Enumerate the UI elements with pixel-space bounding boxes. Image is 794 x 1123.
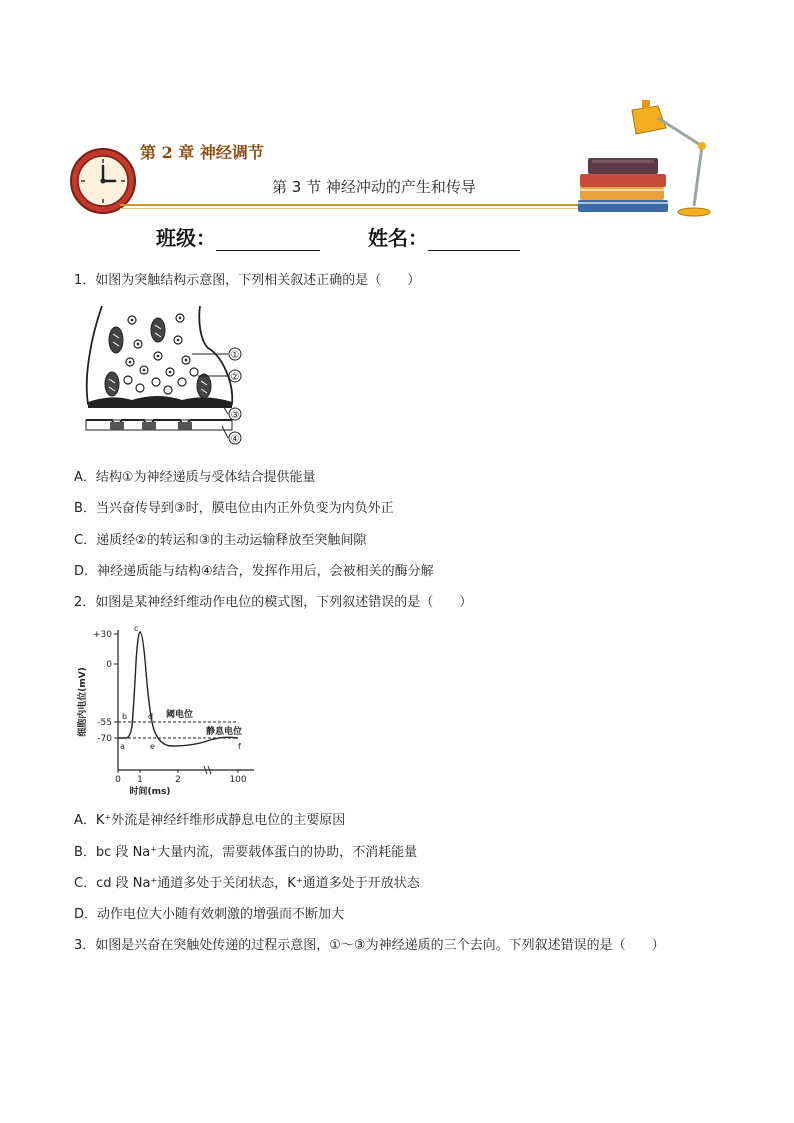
chapter-title: 第 2 章 神经调节: [140, 143, 264, 162]
class-field: [156, 222, 320, 251]
question-1-option-b[interactable]: B．当兴奋传导到③时，膜电位由内正外负变为内负外正: [74, 501, 394, 516]
question-2-option-c[interactable]: C．cd 段 Na⁺通道多处于关闭状态，K⁺通道多处于开放状态: [74, 876, 420, 891]
synapse-diagram: [82, 300, 252, 452]
point-e: e: [150, 742, 155, 751]
xtick-1: 1: [137, 775, 143, 785]
header-rule: [120, 204, 592, 206]
lamp-books-illustration: [570, 96, 720, 220]
question-2-option-d[interactable]: D．动作电位大小随有效刺激的增强而不断加大: [74, 907, 345, 922]
point-d: d: [148, 712, 154, 721]
point-b: b: [122, 712, 128, 721]
ytick-0: 0: [106, 660, 112, 670]
question-3-stem: 3．如图是兴奋在突触处传递的过程示意图，①～③为神经递质的三个去向。下列叙述错误的是（ ）: [74, 938, 665, 953]
point-f: f: [238, 742, 241, 751]
question-2-stem: 2．如图是某神经纤维动作电位的模式图，下列叙述错误的是（ ）: [74, 595, 473, 610]
synapse-label-1: ①: [230, 350, 240, 361]
class-label: 班级：: [156, 226, 216, 250]
header-rule-thin: [120, 208, 590, 209]
x-axis-label: 时间(ms): [129, 787, 171, 797]
y-axis-label: 细胞内电位(mV): [78, 667, 88, 737]
ytick-minus55: -55: [97, 718, 112, 728]
ytick-minus70: -70: [97, 734, 112, 744]
question-2-option-b[interactable]: B．bc 段 Na⁺大量内流，需要载体蛋白的协助，不消耗能量: [74, 845, 418, 860]
resting-label: 静息电位: [206, 727, 243, 737]
synapse-label-2: ②: [230, 372, 240, 383]
xtick-2: 2: [175, 775, 181, 785]
name-field: [368, 222, 520, 251]
ytick-plus30: +30: [93, 630, 112, 640]
synapse-label-4: ④: [230, 434, 240, 445]
question-1-option-a[interactable]: A．结构①为神经递质与受体结合提供能量: [74, 470, 316, 485]
name-blank[interactable]: [428, 230, 520, 251]
xtick-100: 100: [229, 775, 247, 785]
point-a: a: [120, 742, 125, 751]
question-1-stem: 1．如图为突触结构示意图，下列相关叙述正确的是（ ）: [74, 273, 421, 288]
synapse-label-3: ③: [230, 410, 240, 421]
threshold-label: 阈电位: [166, 710, 194, 720]
xtick-0: 0: [115, 775, 121, 785]
action-potential-figure: [74, 622, 260, 798]
class-blank[interactable]: [216, 230, 320, 251]
point-c: c: [134, 624, 139, 633]
question-2-option-a[interactable]: A．K⁺外流是神经纤维形成静息电位的主要原因: [74, 813, 346, 828]
question-1-option-d[interactable]: D．神经递质能与结构④结合，发挥作用后，会被相关的酶分解: [74, 564, 434, 579]
name-label: 姓名：: [368, 226, 428, 250]
section-title: 第 3 节 神经冲动的产生和传导: [272, 178, 476, 196]
question-1-option-c[interactable]: C．递质经②的转运和③的主动运输释放至突触间隙: [74, 533, 367, 548]
